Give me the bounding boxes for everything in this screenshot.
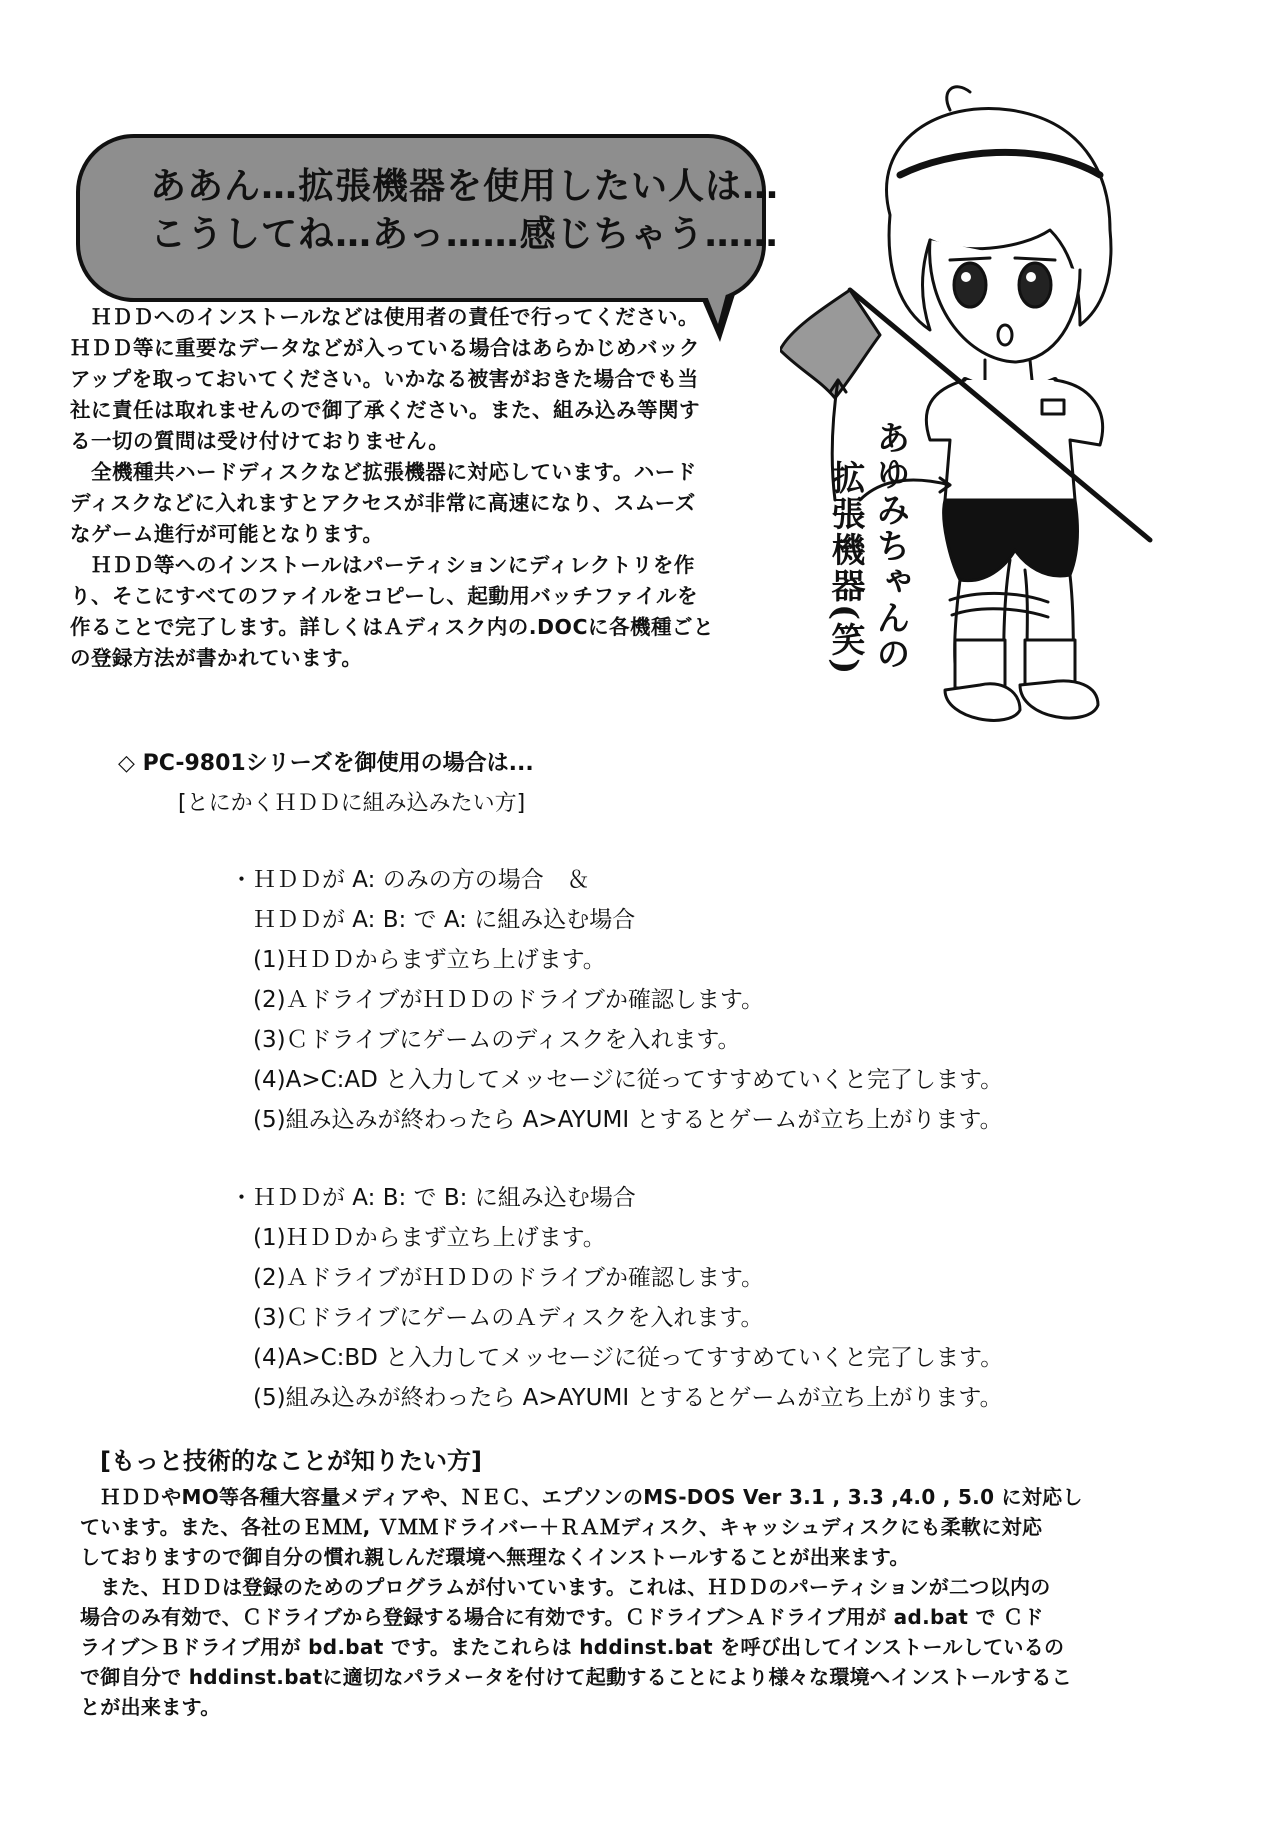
list-item: (5)組み込みが終わったら A>AYUMI とするとゲームが立ち上がります。 bbox=[230, 1385, 1003, 1411]
intro-text bbox=[70, 302, 840, 674]
list-item: ・ＨＤＤが A: のみの方の場合 ＆ bbox=[230, 867, 590, 893]
intro-line: ＨＤＤへのインストールなどは使用者の責任で行ってください。 bbox=[70, 305, 699, 329]
tech-line: ライブ＞Ｂドライブ用が bd.bat です。またこれらは hddinst.bat を呼び出してインストールしているの bbox=[80, 1635, 1065, 1659]
tech-line: しておりますので御自分の慣れ親しんだ環境へ無理なくインストールすることが出来ます。 bbox=[80, 1545, 910, 1569]
list-item: (2)ＡドライブがＨＤＤのドライブか確認します。 bbox=[230, 987, 764, 1013]
intro-line: 全機種共ハードディスクなど拡張機器に対応しています。ハード bbox=[70, 460, 697, 484]
tech-line: また、ＨＤＤは登録のためのプログラムが付いています。これは、ＨＤＤのパーティションが二つ以内の bbox=[80, 1575, 1051, 1599]
bubble-line-2: こうしてね…あっ……感じちゃう…… bbox=[150, 214, 779, 255]
list-item: (5)組み込みが終わったら A>AYUMI とするとゲームが立ち上がります。 bbox=[230, 1107, 1003, 1133]
list-item: (3)ＣドライブにゲームのＡディスクを入れます。 bbox=[230, 1305, 764, 1331]
list-item: (2)ＡドライブがＨＤＤのドライブか確認します。 bbox=[230, 1265, 764, 1291]
list-item: (3)Ｃドライブにゲームのディスクを入れます。 bbox=[230, 1027, 741, 1053]
intro-line: り、そこにすべてのファイルをコピーし、起動用バッチファイルを bbox=[70, 584, 698, 608]
intro-line: ＨＤＤ等に重要なデータなどが入っている場合はあらかじめバック bbox=[70, 336, 700, 360]
intro-line: の登録方法が書かれています。 bbox=[70, 646, 363, 670]
pc9801-subheading: [とにかくＨＤＤに組み込みたい方] bbox=[178, 791, 526, 816]
intro-line: 社に責任は取れませんので御了承ください。また、組み込み等関す bbox=[70, 398, 700, 422]
bubble-line-1: ああん…拡張機器を使用したい人は… bbox=[150, 166, 780, 207]
list-item: ＨＤＤが A: B: で A: に組み込む場合 bbox=[230, 907, 636, 933]
intro-line: アップを取っておいてください。いかなる被害がおきた場合でも当 bbox=[70, 367, 699, 391]
tech-line: ています。また、各社のＥＭＭ, ＶＭＭドライバー＋ＲＡＭディスク、キャッシュディスクにも柔軟に対応 bbox=[80, 1515, 1043, 1539]
tech-heading: [もっと技術的なことが知りたい方] bbox=[100, 1447, 482, 1475]
list-item: (1)ＨＤＤからまず立ち上げます。 bbox=[230, 1225, 606, 1251]
intro-line: 作ることで完了します。詳しくはＡディスク内の.DOCに各機種ごと bbox=[70, 615, 714, 639]
intro-line: ディスクなどに入れますとアクセスが非常に高速になり、スムーズ bbox=[70, 491, 696, 515]
intro-line: なゲーム進行が可能となります。 bbox=[70, 522, 384, 546]
tech-text bbox=[80, 1482, 1210, 1722]
pc9801-heading: ◇ PC-9801シリーズを御使用の場合は... bbox=[118, 751, 534, 776]
caption-column-1: あゆみちゃんの bbox=[870, 420, 910, 672]
list-item: (4)A>C:BD と入力してメッセージに従ってすすめていくと完了します。 bbox=[230, 1345, 1004, 1371]
intro-line: ＨＤＤ等へのインストールはパーティションにディレクトリを作 bbox=[70, 553, 695, 577]
install-group-b bbox=[230, 1178, 1003, 1418]
caption-column-2: 拡張機器(笑) bbox=[825, 460, 865, 677]
tech-line: ＨＤＤやMO等各種大容量メディアや、ＮＥＣ、エプソンのMS-DOS Ver 3.1 , 3.3 ,4.0 , 5.0 に対応し bbox=[80, 1485, 1083, 1509]
tech-line: で御自分で hddinst.batに適切なパラメータを付けて起動することにより様々な環境へインストールするこ bbox=[80, 1665, 1072, 1689]
install-group-a bbox=[230, 860, 1003, 1140]
list-item: ・ＨＤＤが A: B: で B: に組み込む場合 bbox=[230, 1185, 636, 1211]
list-item: (1)ＨＤＤからまず立ち上げます。 bbox=[230, 947, 606, 973]
list-item: (4)A>C:AD と入力してメッセージに従ってすすめていくと完了します。 bbox=[230, 1067, 1004, 1093]
tech-line: 場合のみ有効で、Ｃドライブから登録する場合に有効です。Ｃドライブ＞Ａドライブ用が ad.bat で Ｃド bbox=[80, 1605, 1044, 1629]
intro-line: る一切の質問は受け付けておりません。 bbox=[70, 429, 450, 453]
tech-line: とが出来ます。 bbox=[80, 1695, 221, 1719]
